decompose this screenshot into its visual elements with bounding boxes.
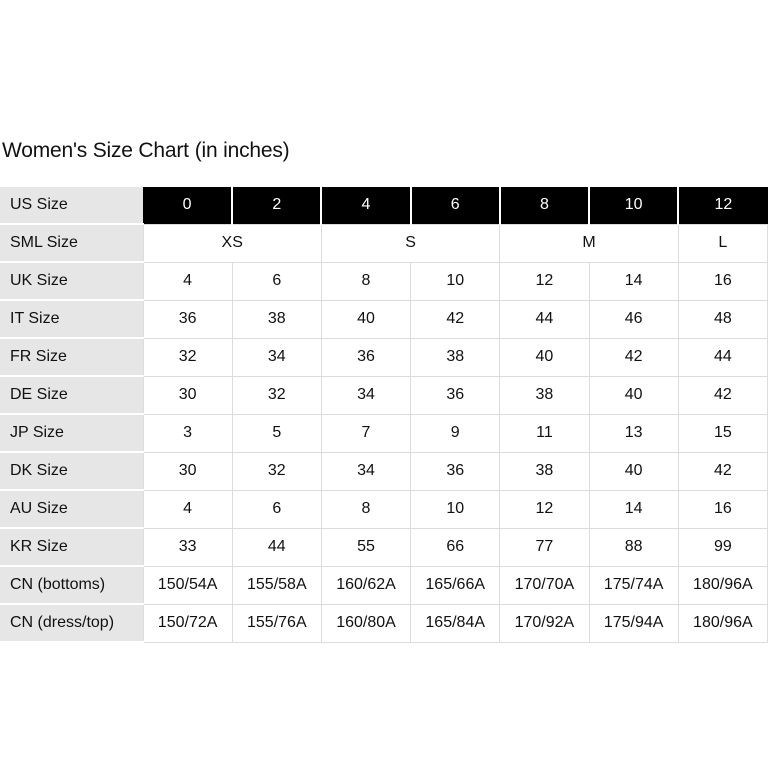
table-cell: 36	[143, 300, 232, 338]
table-row-cn-bottoms	[0, 566, 768, 604]
table-cell: 88	[589, 528, 678, 566]
table-cell: 8	[321, 490, 410, 528]
table-cell: 4	[143, 490, 232, 528]
table-cell: 77	[500, 528, 589, 566]
table-cell: 36	[321, 338, 410, 376]
us-size-col-8: 8	[500, 187, 589, 224]
sml-cell-m: M	[500, 224, 678, 262]
table-cell: 12	[500, 262, 589, 300]
table-cell: 55	[321, 528, 410, 566]
table-cell: 8	[321, 262, 410, 300]
row-label-au-size: AU Size	[0, 490, 143, 528]
table-cell: 32	[232, 376, 321, 414]
table-cell: 48	[678, 300, 767, 338]
table-cell: 38	[500, 452, 589, 490]
table-cell: 36	[411, 452, 500, 490]
table-cell: 33	[143, 528, 232, 566]
size-table	[0, 187, 768, 643]
table-cell: 42	[589, 338, 678, 376]
row-label-cn-bottoms: CN (bottoms)	[0, 566, 143, 604]
table-cell: 10	[411, 262, 500, 300]
table-cell: 42	[411, 300, 500, 338]
chart-title-main: Women's Size Chart	[2, 139, 189, 162]
table-row-fr-size	[0, 338, 768, 376]
row-label-fr-size: FR Size	[0, 338, 143, 376]
table-row-uk-size	[0, 262, 768, 300]
table-cell: 16	[678, 262, 767, 300]
table-cell: 46	[589, 300, 678, 338]
table-cell: 40	[589, 452, 678, 490]
table-cell: 38	[232, 300, 321, 338]
size-table-body	[0, 187, 768, 642]
table-cell: 15	[678, 414, 767, 452]
table-cell: 175/94A	[589, 604, 678, 642]
table-cell: 6	[232, 490, 321, 528]
row-label-uk-size: UK Size	[0, 262, 143, 300]
table-cell: 14	[589, 490, 678, 528]
table-cell: 40	[589, 376, 678, 414]
table-cell: 44	[232, 528, 321, 566]
table-cell: 42	[678, 376, 767, 414]
table-cell: 180/96A	[678, 566, 767, 604]
row-label-dk-size: DK Size	[0, 452, 143, 490]
table-cell: 16	[678, 490, 767, 528]
table-cell: 40	[500, 338, 589, 376]
table-cell: 13	[589, 414, 678, 452]
table-cell: 6	[232, 262, 321, 300]
table-row-it-size	[0, 300, 768, 338]
row-label-jp-size: JP Size	[0, 414, 143, 452]
table-cell: 36	[411, 376, 500, 414]
table-row-de-size	[0, 376, 768, 414]
table-cell: 170/70A	[500, 566, 589, 604]
us-size-col-6: 6	[411, 187, 500, 224]
table-cell: 38	[411, 338, 500, 376]
sml-cell-xs: XS	[143, 224, 321, 262]
us-size-col-2: 2	[232, 187, 321, 224]
row-label-sml-size: SML Size	[0, 224, 143, 262]
table-cell: 160/62A	[321, 566, 410, 604]
table-cell: 38	[500, 376, 589, 414]
sml-cell-l: L	[678, 224, 767, 262]
table-row-au-size	[0, 490, 768, 528]
table-cell: 150/54A	[143, 566, 232, 604]
table-cell: 155/58A	[232, 566, 321, 604]
table-cell: 150/72A	[143, 604, 232, 642]
table-cell: 34	[232, 338, 321, 376]
table-cell: 14	[589, 262, 678, 300]
table-cell: 10	[411, 490, 500, 528]
table-row-kr-size	[0, 528, 768, 566]
us-size-col-10: 10	[589, 187, 678, 224]
table-cell: 44	[678, 338, 767, 376]
table-cell: 9	[411, 414, 500, 452]
table-row-sml-size	[0, 224, 768, 262]
table-cell: 170/92A	[500, 604, 589, 642]
table-cell: 155/76A	[232, 604, 321, 642]
table-cell: 40	[321, 300, 410, 338]
table-cell: 4	[143, 262, 232, 300]
table-cell: 180/96A	[678, 604, 767, 642]
table-row-dk-size	[0, 452, 768, 490]
row-label-us-size: US Size	[0, 187, 143, 224]
table-cell: 30	[143, 452, 232, 490]
row-label-cn-dress-top: CN (dress/top)	[0, 604, 143, 642]
table-cell: 34	[321, 452, 410, 490]
table-cell: 42	[678, 452, 767, 490]
sml-cell-s: S	[321, 224, 499, 262]
table-cell: 165/66A	[411, 566, 500, 604]
table-cell: 165/84A	[411, 604, 500, 642]
table-cell: 175/74A	[589, 566, 678, 604]
us-size-col-4: 4	[321, 187, 410, 224]
chart-title	[2, 139, 289, 163]
us-size-col-12: 12	[678, 187, 767, 224]
table-row-jp-size	[0, 414, 768, 452]
table-cell: 32	[143, 338, 232, 376]
table-cell: 3	[143, 414, 232, 452]
table-cell: 34	[321, 376, 410, 414]
table-cell: 160/80A	[321, 604, 410, 642]
table-cell: 12	[500, 490, 589, 528]
us-size-col-0: 0	[143, 187, 232, 224]
row-label-kr-size: KR Size	[0, 528, 143, 566]
row-label-it-size: IT Size	[0, 300, 143, 338]
table-cell: 5	[232, 414, 321, 452]
chart-title-unit: (in inches)	[194, 139, 290, 162]
table-cell: 32	[232, 452, 321, 490]
table-cell: 30	[143, 376, 232, 414]
table-cell: 66	[411, 528, 500, 566]
table-row-cn-dress-top	[0, 604, 768, 642]
table-cell: 99	[678, 528, 767, 566]
table-header-row	[0, 187, 768, 224]
table-cell: 7	[321, 414, 410, 452]
table-cell: 11	[500, 414, 589, 452]
row-label-de-size: DE Size	[0, 376, 143, 414]
table-cell: 44	[500, 300, 589, 338]
